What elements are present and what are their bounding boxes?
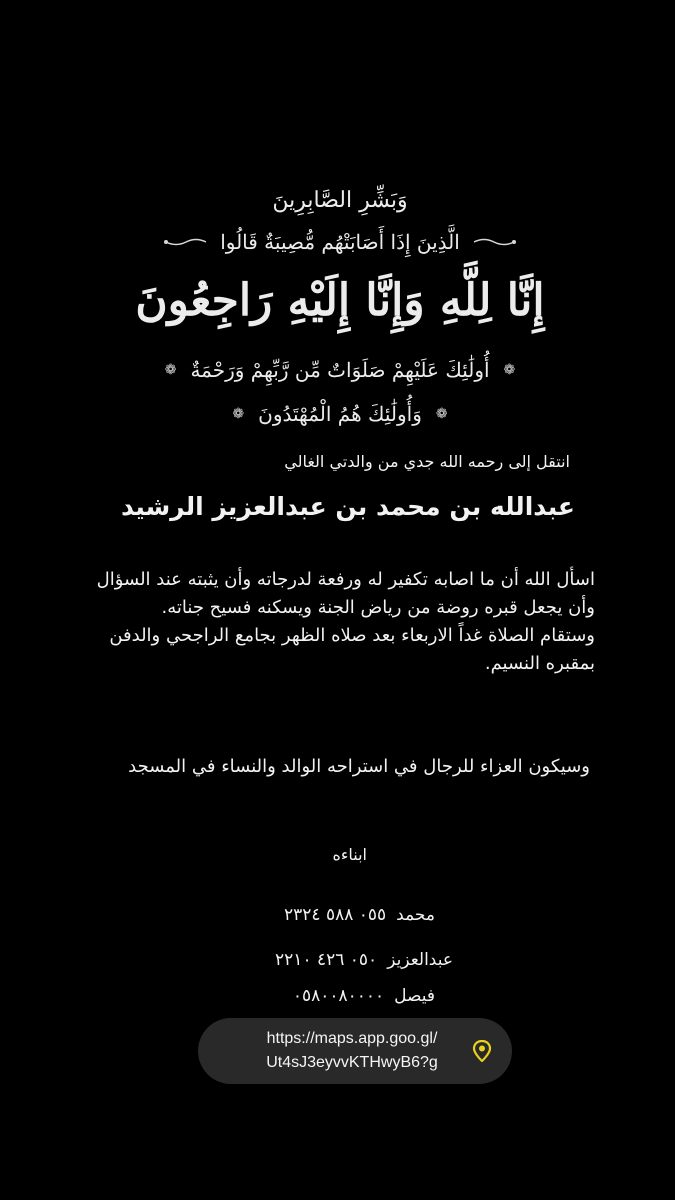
funeral-details: وستقام الصلاة غداً الاربعاء بعد صلاه الظهر بجامع الراجحي والدفن بمقبره النسيم. <box>109 625 595 674</box>
contact-item <box>275 950 453 970</box>
calligraphy-text-3: إِنَّا لِلَّهِ وَإِنَّا إِلَيْهِ رَاجِعُونَ <box>135 275 545 326</box>
calligraphy-text-4: أُولَٰئِكَ عَلَيْهِمْ صَلَوَاتٌ مِّن رَّبِّهِمْ وَرَحْمَةٌ <box>190 358 490 382</box>
calligraphy-text-2: الَّذِينَ إِذَا أَصَابَتْهُم مُّصِيبَةٌ قَالُوا <box>220 230 460 254</box>
flourish-icon <box>474 237 516 247</box>
contact-number: ٠٥٠ ٤٢٦ ٢٢١٠ <box>275 950 378 970</box>
contact-name: عبدالعزيز <box>387 950 453 970</box>
sons-heading: ابناءه <box>332 845 367 864</box>
contact-number: ٠٥٥ ٥٨٨ ٢٣٢٤ <box>284 905 387 925</box>
ornament-icon: ❁ <box>503 362 516 378</box>
map-link-line-1: https://maps.app.goo.gl/ <box>266 1030 438 1047</box>
map-link-sticker[interactable] <box>198 1018 512 1084</box>
flourish-icon <box>164 237 206 247</box>
prayer-text: اسأل الله أن ما اصابه تكفير له ورفعة لدرجاته وأن يثبته عند السؤال وأن يجعل قبره روضة من رياض الجنة ويسكنه فسيح جناته. <box>96 569 595 618</box>
calligraphy-line-1 <box>160 188 520 213</box>
announcement-body <box>75 566 595 678</box>
ornament-icon: ❁ <box>164 362 177 378</box>
calligraphy-line-4 <box>160 358 520 382</box>
calligraphy-text-1: وَبَشِّرِ الصَّابِرِينَ <box>272 188 408 213</box>
calligraphy-line-5 <box>160 402 520 426</box>
ornament-icon: ❁ <box>232 406 245 422</box>
contact-name: محمد <box>396 905 435 925</box>
calligraphy-line-2 <box>160 230 520 254</box>
announcement-intro: انتقل إلى رحمه الله جدي من والدتي الغالي <box>284 452 570 471</box>
calligraphy-main-line <box>135 275 545 326</box>
ornament-icon: ❁ <box>435 406 448 422</box>
contact-name: فيصل <box>394 986 435 1006</box>
map-link-text[interactable] <box>232 1027 472 1075</box>
deceased-name: عبدالله بن محمد بن عبدالعزيز الرشيد <box>120 492 575 521</box>
location-pin-icon <box>472 1040 492 1062</box>
map-link-line-2: Ut4sJ3eyvvKTHwyB6?g <box>266 1054 438 1071</box>
contact-item <box>293 986 435 1006</box>
quran-calligraphy <box>135 180 545 440</box>
calligraphy-text-5: وَأُولَٰئِكَ هُمُ الْمُهْتَدُونَ <box>258 402 422 426</box>
contact-number: ٠٥٨٠٠٨٠٠٠٠ <box>292 986 385 1006</box>
condolence-details: وسيكون العزاء للرجال في استراحه الوالد والنساء في المسجد <box>128 756 590 777</box>
contact-item <box>284 905 435 925</box>
